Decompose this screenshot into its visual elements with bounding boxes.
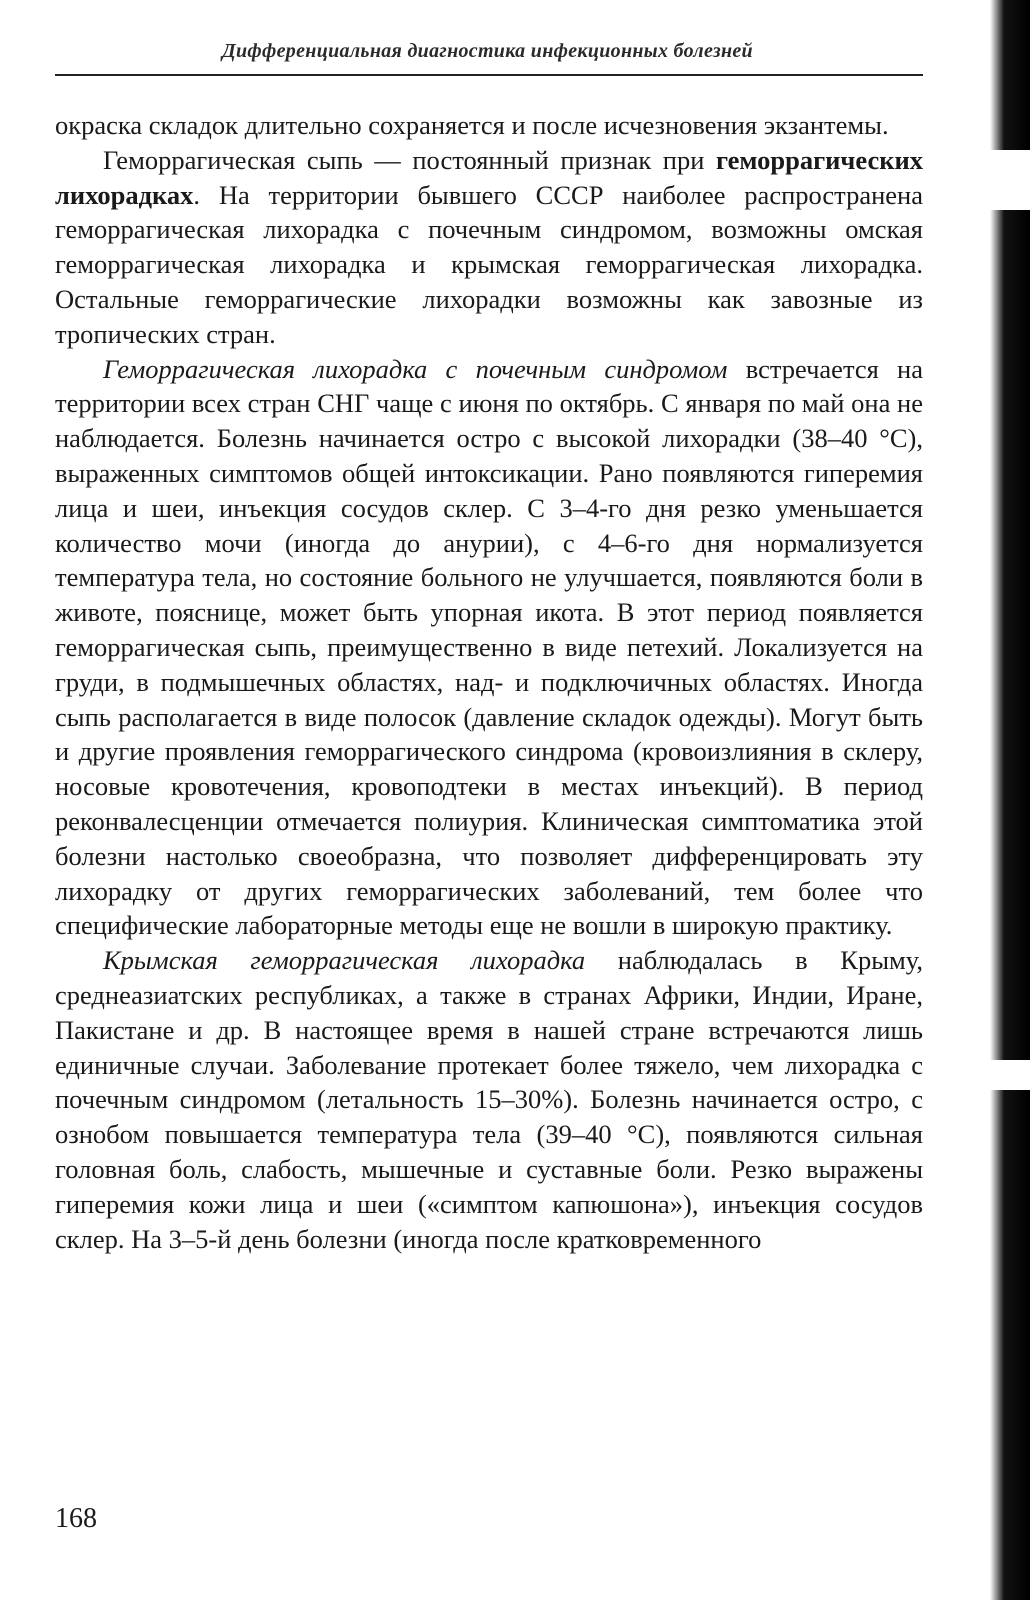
paragraph-2-bold-term: геморрагических лихорадках bbox=[55, 144, 923, 210]
header-rule bbox=[55, 74, 923, 76]
running-head: Дифференциальная диагностика инфекционных болезней bbox=[222, 40, 753, 62]
paragraph-2-rest: . На территории бывшего СССР наиболее распространена геморрагическая лихорадка с почечным синдромом, возможны омская геморрагическая лихорадка и крымская геморрагическая лихорадка. Остальные геморрагические лихорадки возможны как завозные из тропических стран. bbox=[55, 179, 923, 349]
paragraph-4 bbox=[55, 943, 923, 1256]
paragraph-3-italic-term: Геморрагическая лихорадка с почечным синдромом bbox=[103, 353, 728, 384]
paragraph-3 bbox=[55, 352, 923, 944]
paragraph-4-italic-term: Крымская геморрагическая лихорадка bbox=[103, 945, 586, 976]
scan-edge-gap bbox=[990, 150, 1030, 210]
paragraph-3-rest: встречается на территории всех стран СНГ чаще с июня по октябрь. С января по май она не наблюдается. Болезнь начинается остро с высокой лихорадки (38–40 °С), выраженных симптомов общей интоксикации. Рано появляются гиперемия лица и шеи, инъекция сосудов склер. С 3–4-го дня резко уменьшается количество мочи (иногда до анурии), с 4–6-го дня нормализуется температура тела, но состояние больного не улучшается, появляются боли в животе, пояснице, может быть упорная икота. В этот период появляется геморрагическая сыпь, преимущественно в виде петехий. Локализуется на груди, в подмышечных областях, над- и подключичных областях. Иногда сыпь располагается в виде полосок (давление складок одежды). Могут быть и другие проявления геморрагического синдрома (кровоизлияния в склеру, носовые кровотечения, кровоподтеки в местах инъекций). В период реконвалесценции отмечается полиурия. Клиническая симптоматика этой болезни настолько своеобразна, что позволяет дифференцировать эту лихорадку от других геморрагических заболеваний, тем более что специфические лабораторные методы еще не вошли в широкую практику. bbox=[55, 353, 923, 941]
paragraph-2 bbox=[55, 143, 923, 352]
paragraph-2-start: Геморрагическая сыпь — постоянный признак при bbox=[103, 144, 716, 175]
paragraph-4-rest: наблюдалась в Крыму, среднеазиатских республиках, а также в странах Африки, Индии, Иране, Пакистане и др. В настоящее время в нашей стране встречаются лишь единичные случаи. Заболевание протекает более тяжело, чем лихорадка с почечным синдромом (летальность 15–30%). Болезнь начинается остро, с ознобом повышается температура тела (39–40 °С), появляются сильная головная боль, слабость, мышечные и суставные боли. Резко выражены гиперемия кожи лица и шеи («симптом капюшона»), инъекция сосудов склер. На 3–5-й день болезни (иногда после кратковременного bbox=[55, 945, 923, 1254]
page-number: 168 bbox=[55, 1503, 97, 1534]
scan-edge-shadow bbox=[990, 0, 1030, 1600]
body-text bbox=[55, 108, 923, 1256]
paragraph-1: окраска складок длительно сохраняется и после исчезновения экзантемы. bbox=[55, 110, 889, 140]
scan-edge-gap bbox=[990, 1060, 1030, 1090]
